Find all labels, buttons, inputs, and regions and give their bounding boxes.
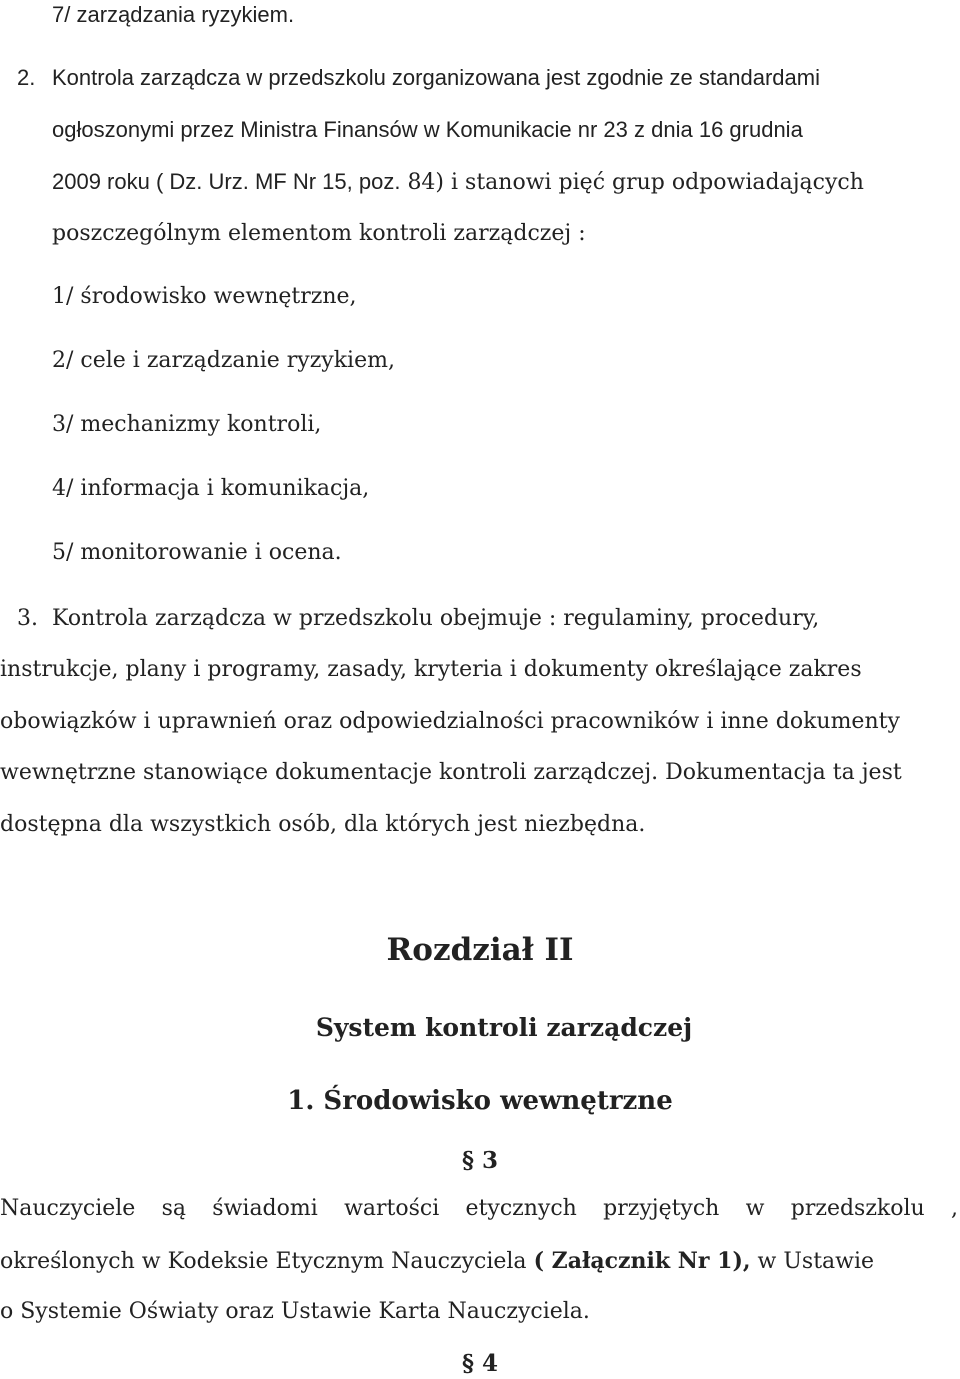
list-item-4: 4/ informacja i komunikacja, xyxy=(52,476,370,501)
section-text: określonych w Kodeksie Etycznym Nauczyciela xyxy=(0,1249,527,1274)
paragraph-sign-4: § 4 xyxy=(461,1350,499,1377)
attachment-reference: ( Załącznik Nr 1), xyxy=(533,1248,751,1274)
list-item-risk-management: 7/ zarządzania ryzykiem. xyxy=(52,2,295,27)
paragraph-text-sans: 2009 roku ( Dz. Urz. MF Nr 15, poz. xyxy=(52,169,401,194)
paragraph-text: Kontrola zarządcza w przedszkolu zorganizowana jest zgodnie ze standardami xyxy=(52,65,820,90)
paragraph-number: 2. xyxy=(17,65,36,90)
section-3-line-2 xyxy=(0,1246,874,1277)
paragraph-2-line-4: poszczególnym elementom kontroli zarządczej : xyxy=(52,221,586,246)
section-heading: 1. Środowisko wewnętrzne xyxy=(287,1086,673,1116)
paragraph-text: Kontrola zarządcza w przedszkolu obejmuje : regulaminy, procedury, xyxy=(52,606,820,631)
chapter-subtitle: System kontroli zarządczej xyxy=(315,1013,693,1042)
section-text: w Ustawie xyxy=(757,1249,875,1274)
paragraph-2-line-3 xyxy=(52,167,864,198)
paragraph-3-line-4: wewnętrzne stanowiące dokumentacje kontroli zarządczej. Dokumentacja ta jest xyxy=(0,760,902,785)
list-item-5: 5/ monitorowanie i ocena. xyxy=(52,540,342,565)
paragraph-3-line-5: dostępna dla wszystkich osób, dla których jest niezbędna. xyxy=(0,812,646,837)
paragraph-number: 3. xyxy=(17,606,38,631)
paragraph-text-serif: 84) i stanowi pięć grup odpowiadających xyxy=(407,170,864,195)
list-item-2: 2/ cele i zarządzanie ryzykiem, xyxy=(52,348,395,373)
list-item-3: 3/ mechanizmy kontroli, xyxy=(52,412,322,437)
chapter-title: Rozdział II xyxy=(386,932,574,968)
paragraph-2-line-2: ogłoszonymi przez Ministra Finansów w Komunikacie nr 23 z dnia 16 grudnia xyxy=(52,117,803,142)
section-3-line-1: Nauczyciele są świadomi wartości etycznych przyjętych w przedszkolu , xyxy=(0,1196,958,1221)
paragraph-sign-3: § 3 xyxy=(461,1147,499,1174)
section-3-line-3: o Systemie Oświaty oraz Ustawie Karta Nauczyciela. xyxy=(0,1299,590,1324)
paragraph-3-line-2: instrukcje, plany i programy, zasady, kryteria i dokumenty określające zakres xyxy=(0,657,862,682)
list-item-1: 1/ środowisko wewnętrzne, xyxy=(52,284,357,309)
paragraph-3-line-3: obowiązków i uprawnień oraz odpowiedzialności pracowników i inne dokumenty xyxy=(0,709,900,734)
